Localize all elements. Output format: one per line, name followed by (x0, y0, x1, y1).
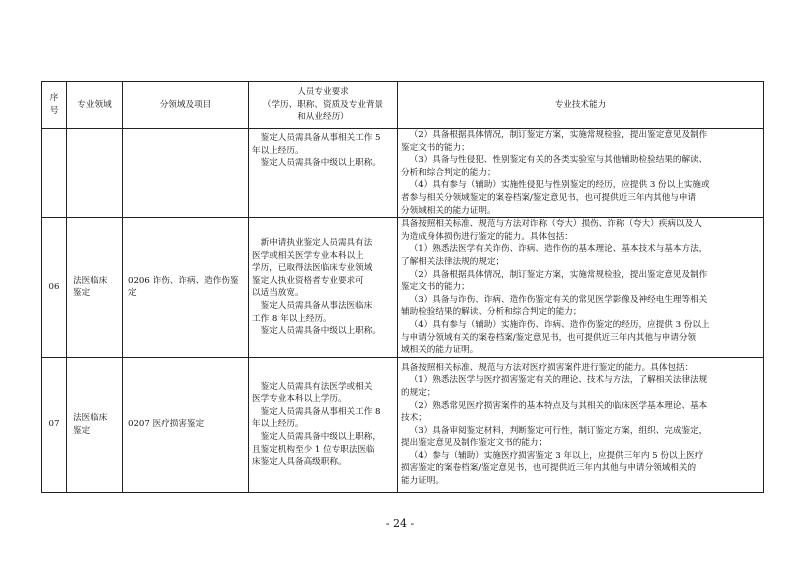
ability-line: 为造成身体损伤进行鉴定的能力。具体包括： (401, 231, 573, 242)
subdomain-line: 0207 医疗损害鉴定 (128, 419, 205, 430)
req-line: 以适当放宽。 (252, 288, 304, 299)
ability-line: 了解相关法律法规的规定； (401, 256, 505, 267)
ability-line: 能力证明。 (401, 476, 444, 487)
req-line: 工作 8 年以上经历。 (252, 313, 332, 324)
req-line: 鉴定人员需具备从事相关工作 8 (260, 406, 381, 417)
header-req-line: 和从业经历） (297, 112, 349, 123)
row-ability (398, 357, 764, 492)
row-subdomain (123, 357, 249, 492)
domain-line: 法医临床 (73, 413, 108, 424)
header-seq (42, 82, 67, 129)
req-line: 新申请执业鉴定人员需具有法 (260, 238, 373, 249)
ability-line: （1）熟悉法医学与医疗损害鉴定有关的理论、技术与方法，了解相关法律法规 (409, 375, 708, 386)
ability-line: （4）参与（辅助）实施医疗损害鉴定 3 年以上，应提供三年内 5 份以上医疗 (409, 450, 704, 461)
table-row (42, 357, 764, 492)
ability-line: 损害鉴定的案卷档案/鉴定意见书，也可提供近三年内其他与申请分领域相关的 (401, 463, 697, 474)
domain-line: 法医临床 (73, 275, 108, 286)
req-line: 鉴定人员需具备中级以上职称。 (260, 158, 381, 169)
table-row (42, 129, 764, 218)
row-domain (67, 357, 123, 492)
ability-line: 者参与相关分领域鉴定的案卷档案/鉴定意见书，也可提供近三年内其他与申请 (401, 192, 697, 203)
ability-line: （2）具备根据具体情况，制订鉴定方案，实施常规检验，提出鉴定意见及制作 (409, 130, 708, 140)
ability-line: 具备按照相关标准、规范与方法对诈称（夸大）损伤、诈称（夸大）疾病以及人 (401, 219, 702, 230)
req-line: 医学或相关医学专业本科以上 (252, 250, 364, 261)
table-row (42, 218, 764, 358)
row-ability (398, 218, 764, 358)
ability-line: （2）熟悉常见医疗损害案件的基本特点及与其相关的临床医学基本理论、基本 (409, 400, 708, 411)
header-requirements (249, 82, 398, 129)
ability-line: 的规定； (401, 387, 436, 398)
req-line: 学历，已取得法医临床专业领域 (252, 263, 373, 274)
row-subdomain (123, 129, 249, 218)
domain-line: 鉴定 (73, 288, 91, 299)
ability-line: （2）具备根据具体情况，制订鉴定方案，实施常规检验，提出鉴定意见及制作 (409, 269, 708, 280)
header-ability: 专业技术能力 (398, 82, 764, 129)
row-ability (398, 129, 764, 218)
ability-line: 分析和综合判定的能力； (401, 167, 496, 178)
ability-line: （4）具有参与（辅助）实施性侵犯与性别鉴定的经历，应提供 3 份以上实施或 (409, 180, 710, 191)
ability-line: （3）具备审阅鉴定材料，判断鉴定可行性，制订鉴定方案，组织、完成鉴定， (409, 425, 708, 436)
req-line: 年以上经历。 (252, 145, 304, 156)
ability-line: 提出鉴定意见及制作鉴定文书的能力； (401, 438, 548, 449)
row-requirements (249, 129, 398, 218)
table-header-row (42, 82, 764, 129)
ability-line: 辅助检验结果的解读、分析和综合判定的能力； (401, 307, 582, 318)
req-line: 鉴定人员需具备中级以上职称。 (260, 326, 381, 337)
ability-line: 鉴定文书的能力； (401, 282, 470, 293)
req-line: 医学专业本科以上学历。 (252, 394, 347, 405)
req-line: 且鉴定机构至少 1 位专职法医临 (252, 444, 375, 455)
req-line: 鉴定人员需具备从事相关工作 5 (260, 133, 381, 143)
row-domain (67, 129, 123, 218)
header-subdomain: 分领域及项目 (123, 82, 249, 129)
ability-line: 具备按照相关标准、规范与方法对医疗损害案件进行鉴定的能力。具体包括： (401, 362, 694, 373)
header-seq-char-1: 序 (49, 93, 59, 104)
row-number (42, 129, 67, 218)
req-line: 床鉴定人具备高级职称。 (252, 457, 347, 468)
req-line: 鉴定人执业资格者专业要求可 (252, 275, 364, 286)
row-requirements (249, 218, 398, 358)
header-seq-char-2: 号 (49, 106, 59, 116)
header-req-line: 人员专业要求 (297, 87, 349, 98)
ability-line: （1）熟悉法医学有关诈伤、诈病、造作伤的基本理论、基本技术与基本方法， (409, 244, 708, 255)
row-requirements (249, 357, 398, 492)
page-number: - 24 - (385, 517, 415, 530)
header-domain: 专业领域 (67, 82, 123, 129)
qualification-table (41, 81, 764, 493)
row-number: 07 (42, 357, 67, 492)
header-req-line: （学历、职称、资质及专业背景 (262, 99, 384, 110)
req-line: 鉴定人员需具备中级以上职称， (260, 431, 381, 442)
req-line: 年以上经历。 (252, 419, 304, 430)
subdomain-line: 0206 诈伤、诈病、造作伤鉴 (128, 275, 239, 286)
ability-line: 鉴定文书的能力； (401, 142, 470, 153)
row-domain (67, 218, 123, 358)
req-line: 鉴定人员需具备从事法医临床 (260, 301, 373, 312)
ability-line: 技术； (401, 413, 427, 424)
domain-line: 鉴定 (73, 425, 91, 436)
req-line: 鉴定人员需具有法医学或相关 (260, 381, 373, 392)
ability-line: 域相关的能力证明。 (401, 345, 479, 356)
row-number: 06 (42, 218, 67, 358)
ability-line: 与申请分领域有关的案卷档案/鉴定意见书，也可提供近三年内其他与申请分领 (401, 332, 697, 343)
ability-line: （3）具备与性侵犯、性别鉴定有关的各类实验室与其他辅助检验结果的解读、 (409, 155, 708, 166)
row-subdomain (123, 218, 249, 358)
ability-line: 分领域相关的能力证明。 (401, 205, 496, 216)
ability-line: （3）具备与诈伤、诈病、造作伤鉴定有关的常见医学影像及神经电生理等相关 (409, 294, 708, 305)
subdomain-line: 定 (128, 288, 137, 299)
ability-line: （4）具有参与（辅助）实施诈伤、诈病、造作伤鉴定的经历，应提供 3 份以上 (409, 319, 710, 330)
